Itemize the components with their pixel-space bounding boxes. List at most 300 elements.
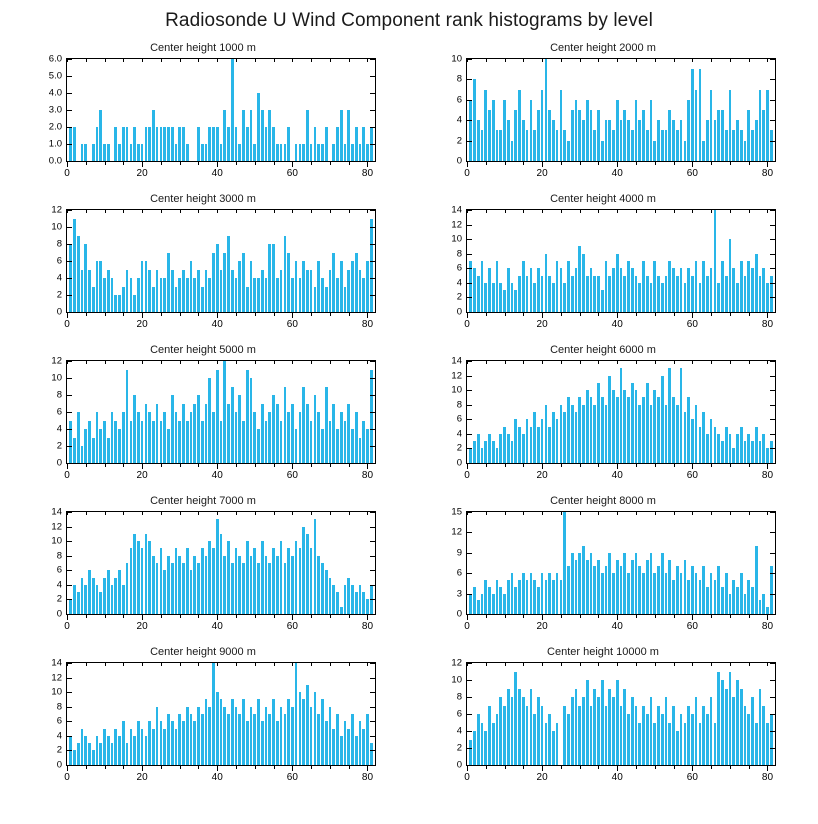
x-tick-mark-major [767, 464, 768, 469]
x-tick-mark-top [274, 209, 275, 213]
x-tick-mark-major [217, 766, 218, 771]
bar [257, 699, 260, 765]
y-tick-mark [67, 585, 72, 586]
x-tick-mark-top [467, 209, 468, 213]
bar [276, 721, 279, 765]
bar [299, 412, 302, 463]
y-tick-mark [67, 692, 72, 693]
y-tick-mark [467, 594, 472, 595]
bar [126, 563, 129, 614]
bar [620, 566, 623, 614]
x-tick-mark-top [636, 209, 637, 213]
y-tick-mark [770, 512, 775, 513]
x-tick-mark-top [655, 58, 656, 62]
bar [590, 553, 593, 614]
bar [488, 434, 491, 463]
bar [687, 706, 690, 766]
y-tick-mark [770, 254, 775, 255]
bar [306, 534, 309, 614]
bar [747, 714, 750, 765]
bar [332, 404, 335, 464]
bar [526, 130, 529, 161]
bar [265, 278, 268, 312]
x-tick-label: 0 [464, 470, 470, 481]
y-tick-label: 12 [451, 526, 462, 538]
bar [530, 427, 533, 463]
bar [122, 127, 125, 161]
y-tick-mark [67, 395, 72, 396]
plot-area [66, 360, 376, 464]
y-tick-mark [770, 663, 775, 664]
y-tick-mark [370, 295, 375, 296]
bar [205, 699, 208, 765]
x-tick-mark-top [730, 209, 731, 213]
bar [496, 714, 499, 765]
x-tick-mark-top [161, 58, 162, 62]
x-tick-mark-minor [730, 464, 731, 467]
x-tick-mark-top [180, 662, 181, 666]
bar-series [67, 59, 375, 161]
x-tick-mark-top [236, 360, 237, 364]
bar [646, 383, 649, 463]
bar [280, 541, 283, 614]
bar [631, 560, 634, 614]
panel-title: Center height 10000 m [547, 646, 659, 658]
bar [503, 706, 506, 766]
y-tick-label: 10 [451, 384, 462, 396]
x-tick-label: 0 [464, 772, 470, 783]
bar [680, 714, 683, 765]
bar [601, 573, 604, 614]
x-tick-mark-minor [636, 162, 637, 165]
bar [653, 390, 656, 463]
x-tick-mark-top [86, 360, 87, 364]
bar [635, 706, 638, 766]
x-tick-mark-major [367, 162, 368, 167]
bar [620, 120, 623, 161]
x-tick-mark-top [292, 360, 293, 364]
y-tick-mark [370, 721, 375, 722]
x-tick-mark-minor [86, 162, 87, 165]
x-tick-mark-top [692, 360, 693, 364]
x-tick-mark-minor [674, 615, 675, 618]
bar [340, 607, 343, 614]
x-tick-mark-minor [598, 464, 599, 467]
bar [714, 427, 717, 463]
bar [770, 714, 773, 765]
bar [684, 412, 687, 463]
bar [122, 721, 125, 765]
bar [511, 573, 514, 614]
x-tick-mark-major [692, 615, 693, 620]
bar [526, 580, 529, 614]
x-tick-mark-minor [749, 162, 750, 165]
bar [223, 707, 226, 765]
bar [111, 278, 114, 312]
y-tick-label: 8 [456, 73, 462, 85]
bar [484, 441, 487, 463]
x-tick-mark-top [198, 662, 199, 666]
bar [99, 743, 102, 765]
bar [552, 731, 555, 765]
y-tick-label: 12 [51, 672, 62, 684]
bar [77, 592, 80, 614]
y-tick-label: 8 [56, 701, 62, 713]
bar [605, 120, 608, 161]
bar [133, 534, 136, 614]
x-tick-mark-top [505, 511, 506, 515]
x-tick-label: 0 [464, 621, 470, 632]
plot-area [66, 58, 376, 162]
y-tick-label: 6 [456, 262, 462, 274]
x-tick-mark-major [67, 313, 68, 318]
bar [84, 585, 87, 614]
x-tick-mark-top [311, 360, 312, 364]
bar [137, 144, 140, 161]
x-tick-mark-top [767, 360, 768, 364]
bar [223, 253, 226, 313]
bar [344, 721, 347, 765]
x-tick-label: 40 [211, 470, 223, 481]
bar [205, 270, 208, 313]
x-tick-mark-minor [505, 464, 506, 467]
bar [321, 563, 324, 614]
y-tick-mark [770, 594, 775, 595]
bar [178, 278, 181, 312]
bar [657, 706, 660, 766]
bar [755, 427, 758, 463]
x-tick-mark-major [67, 615, 68, 620]
bar [242, 699, 245, 765]
y-tick-label: 5.0 [48, 70, 62, 82]
bar [556, 419, 559, 463]
x-tick-mark-minor [255, 162, 256, 165]
bar [197, 127, 200, 161]
bar [216, 692, 219, 765]
x-tick-mark-top [274, 662, 275, 666]
x-tick-mark-top [367, 662, 368, 666]
bar [306, 404, 309, 464]
x-tick-mark-minor [598, 313, 599, 316]
bar [235, 548, 238, 614]
y-tick-label: 6 [56, 255, 62, 267]
x-tick-mark-top [123, 511, 124, 515]
bar [197, 395, 200, 463]
bar [469, 740, 472, 766]
bar [355, 127, 358, 161]
bar [148, 412, 151, 463]
bar [167, 253, 170, 313]
bar [477, 120, 480, 161]
x-axis [66, 615, 376, 637]
x-tick-mark-major [217, 162, 218, 167]
y-axis-labels [18, 355, 62, 469]
bar [691, 566, 694, 614]
bar [473, 587, 476, 614]
bar [235, 278, 238, 312]
y-tick-mark [370, 599, 375, 600]
bar [518, 580, 521, 614]
y-tick-mark [467, 748, 472, 749]
bar [366, 714, 369, 765]
x-tick-mark-top [255, 58, 256, 62]
x-axis [466, 313, 776, 335]
x-tick-mark-top [142, 511, 143, 515]
panel-title: Center height 3000 m [150, 193, 256, 205]
y-tick-mark [67, 429, 72, 430]
x-tick-mark-minor [636, 313, 637, 316]
bar [514, 672, 517, 766]
bar [601, 290, 604, 312]
x-tick-mark-minor [598, 615, 599, 618]
bar [276, 278, 279, 312]
bar [246, 541, 249, 614]
x-tick-mark-top [692, 209, 693, 213]
bar [160, 548, 163, 614]
bar [657, 120, 660, 161]
x-axis [66, 313, 376, 335]
x-tick-mark-minor [580, 313, 581, 316]
bar [608, 120, 611, 161]
y-tick-mark [467, 573, 472, 574]
bar [216, 370, 219, 464]
x-tick-mark-top [655, 209, 656, 213]
bar [541, 573, 544, 614]
bar [212, 253, 215, 313]
y-axis-labels [18, 204, 62, 318]
x-tick-mark-minor [255, 464, 256, 467]
bar [261, 721, 264, 765]
x-tick-label: 20 [136, 772, 148, 783]
bar [732, 268, 735, 312]
x-tick-mark-top [617, 360, 618, 364]
bar [92, 144, 95, 161]
bar [265, 707, 268, 765]
y-tick-label: 6 [56, 715, 62, 727]
bar [325, 287, 328, 313]
bar [653, 141, 656, 161]
y-tick-label: 0 [56, 306, 62, 318]
y-tick-mark [67, 127, 72, 128]
x-tick-label: 60 [286, 168, 298, 179]
bar [329, 421, 332, 464]
x-tick-mark-major [292, 615, 293, 620]
bar [220, 534, 223, 614]
bar [111, 412, 114, 463]
x-tick-label: 60 [686, 319, 698, 330]
bar [167, 714, 170, 765]
bar [631, 383, 634, 463]
x-tick-mark-top [749, 511, 750, 515]
bar [137, 541, 140, 614]
bar [186, 421, 189, 464]
bar [706, 434, 709, 463]
y-tick-mark [467, 100, 472, 101]
bar [706, 276, 709, 312]
y-tick-label: 0 [456, 759, 462, 771]
x-tick-mark-minor [636, 766, 637, 769]
bar [332, 144, 335, 161]
bar [370, 219, 373, 313]
x-tick-mark-minor [180, 162, 181, 165]
bar [186, 707, 189, 765]
bar [710, 697, 713, 765]
bar [208, 127, 211, 161]
x-tick-label: 0 [64, 168, 70, 179]
bar [514, 419, 517, 463]
y-tick-label: 4 [456, 114, 462, 126]
bar [571, 405, 574, 463]
x-tick-mark-top [105, 511, 106, 515]
bar [310, 421, 313, 464]
bar [732, 697, 735, 765]
bar [762, 434, 765, 463]
bar [340, 110, 343, 161]
x-tick-label: 80 [361, 168, 374, 179]
bar [691, 69, 694, 161]
bar [627, 573, 630, 614]
x-tick-mark-minor [674, 464, 675, 467]
x-tick-mark-top [255, 511, 256, 515]
x-tick-mark-minor [711, 313, 712, 316]
y-tick-mark [370, 570, 375, 571]
x-tick-mark-minor [123, 615, 124, 618]
bar [268, 110, 271, 161]
x-axis [466, 615, 776, 637]
bar [612, 268, 615, 312]
x-tick-mark-top [161, 209, 162, 213]
x-tick-mark-major [467, 464, 468, 469]
y-tick-mark [67, 378, 72, 379]
bar [627, 397, 630, 463]
bar [366, 599, 369, 614]
x-tick-mark-major [367, 464, 368, 469]
bar [92, 438, 95, 464]
bar [126, 370, 129, 464]
bar [351, 585, 354, 614]
x-tick-mark-minor [105, 162, 106, 165]
y-tick-label: 2 [56, 744, 62, 756]
bar [563, 412, 566, 463]
bar [231, 59, 234, 161]
panel-title: Center height 5000 m [150, 344, 256, 356]
bar [287, 412, 290, 463]
bar [744, 141, 747, 161]
bar [740, 261, 743, 312]
bar [646, 130, 649, 161]
bar [295, 663, 298, 765]
bar [190, 714, 193, 765]
bar [156, 404, 159, 464]
bar [548, 573, 551, 614]
bar [268, 563, 271, 614]
x-axis [466, 162, 776, 184]
x-tick-mark-top [311, 209, 312, 213]
bar [751, 441, 754, 463]
bar [676, 130, 679, 161]
bar [250, 110, 253, 161]
bar [182, 563, 185, 614]
x-tick-label: 40 [611, 168, 623, 179]
bar [650, 697, 653, 765]
y-tick-mark [467, 268, 472, 269]
bar [668, 560, 671, 614]
bar [623, 390, 626, 463]
bar [130, 548, 133, 614]
bar [586, 390, 589, 463]
bar [118, 295, 121, 312]
x-tick-mark-top [749, 662, 750, 666]
bar [280, 421, 283, 464]
bar [732, 130, 735, 161]
bar [182, 404, 185, 464]
bar [103, 578, 106, 614]
bar [612, 573, 615, 614]
x-tick-label: 20 [136, 621, 148, 632]
bar [638, 723, 641, 766]
bar [507, 689, 510, 766]
bar [578, 397, 581, 463]
y-tick-label: 4 [56, 579, 62, 591]
y-tick-mark [67, 412, 72, 413]
bar [141, 729, 144, 765]
y-tick-mark [370, 663, 375, 664]
x-tick-label: 0 [64, 772, 70, 783]
x-tick-mark-minor [86, 615, 87, 618]
bar [699, 723, 702, 766]
bar [729, 672, 732, 766]
y-tick-mark [467, 731, 472, 732]
x-tick-mark-minor [523, 162, 524, 165]
x-tick-mark-top [598, 662, 599, 666]
bar [590, 110, 593, 161]
y-tick-label: 4 [56, 730, 62, 742]
x-tick-mark-top [598, 360, 599, 364]
bar [314, 519, 317, 614]
chart-panel [18, 344, 388, 492]
bar [552, 283, 555, 312]
bar [552, 580, 555, 614]
x-tick-label: 80 [761, 772, 774, 783]
bar [88, 743, 91, 765]
x-tick-mark-top [636, 662, 637, 666]
y-tick-mark [770, 361, 775, 362]
bar [710, 419, 713, 463]
x-tick-mark-major [467, 766, 468, 771]
bar [620, 368, 623, 463]
bar [631, 697, 634, 765]
y-tick-label: 12 [451, 219, 462, 231]
bar [672, 706, 675, 766]
x-tick-mark-major [367, 766, 368, 771]
bar [545, 405, 548, 463]
bar [122, 412, 125, 463]
bar [295, 429, 298, 463]
bar [223, 110, 226, 161]
y-tick-label: 6 [456, 567, 462, 579]
x-tick-mark-minor [161, 615, 162, 618]
bar [522, 434, 525, 463]
x-tick-mark-top [198, 511, 199, 515]
bar [84, 429, 87, 463]
bar [88, 570, 91, 614]
bar [332, 729, 335, 765]
x-tick-mark-major [292, 766, 293, 771]
y-tick-mark [770, 573, 775, 574]
panel-title: Center height 6000 m [550, 344, 656, 356]
x-tick-mark-top [236, 511, 237, 515]
bar [492, 441, 495, 463]
